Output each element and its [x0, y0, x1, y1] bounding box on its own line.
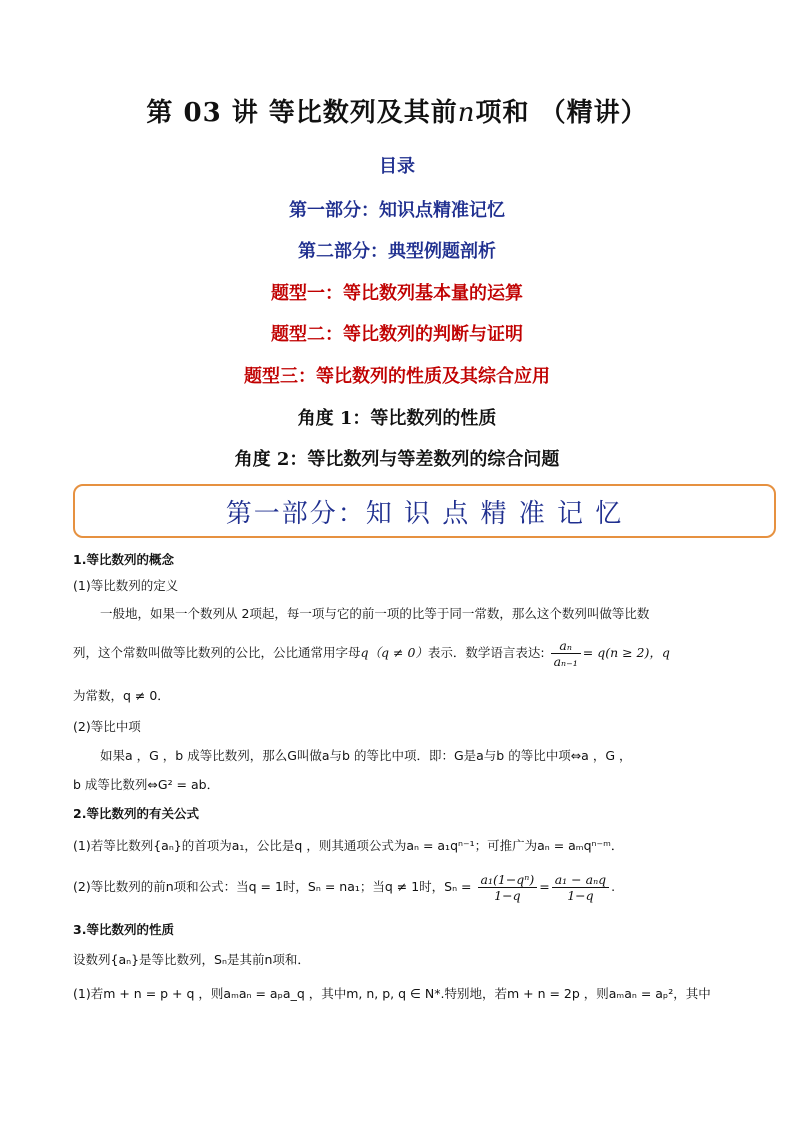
title-var: n: [457, 98, 476, 128]
sum-den-2: 1−q: [567, 888, 594, 903]
para-mean-1: 如果a ，G ，b 成等比数列，那么G叫做a与b 的等比中项．即：G是a与b 的等比中项⇔a ，G ，: [100, 748, 632, 763]
section-banner: [73, 484, 776, 538]
sub-geometric-mean: (2)等比中项: [73, 719, 141, 734]
sum-num-2: a₁ − aₙq: [552, 872, 609, 888]
para-definition-2: [73, 638, 753, 669]
toc-item-type3[interactable]: 题型三：等比数列的性质及其综合应用: [244, 366, 550, 387]
ratio-eq: = q(n ≥ 2)，q: [582, 645, 670, 660]
toc-item-part2[interactable]: 第二部分：典型例题剖析: [298, 241, 496, 262]
para-definition-1: 一般地，如果一个数列从 2项起，每一项与它的前一项的比等于同一常数，那么这个数列叫做等比数: [100, 606, 650, 621]
def-q: q（q ≠ 0）: [360, 645, 428, 660]
sum-fraction-2: [552, 872, 609, 903]
para-general-term: (1)若等比数列{aₙ}的首项为a₁，公比是q ，则其通项公式为aₙ = a₁qⁿ⁻¹；可推广为aₙ = aₘqⁿ⁻ᵐ．: [73, 838, 624, 853]
sum-den-1: 1−q: [494, 888, 521, 903]
sum-text: (2)等比数列的前n项和公式：当q = 1时，Sₙ = na₁；当q ≠ 1时，Sₙ =: [73, 879, 472, 894]
sub-definition: (1)等比数列的定义: [73, 578, 179, 593]
toc-item-angle2[interactable]: 角度 2：等比数列与等差数列的综合问题: [234, 449, 560, 470]
sum-num-1: a₁(1−qⁿ): [478, 872, 538, 888]
ratio-num: aₙ: [551, 638, 581, 654]
para-property-1: (1)若m + n = p + q ，则aₘaₙ = aₚa_q ，其中m, n, p, q ∈ N*.特别地，若m + n = 2p ，则aₘaₙ = aₚ²，其中: [73, 986, 711, 1001]
toc-item-type1[interactable]: 题型一：等比数列基本量的运算: [271, 283, 523, 304]
toc-item-angle1[interactable]: 角度 1：等比数列的性质: [297, 408, 497, 429]
heading-concept: 1.等比数列的概念: [73, 552, 174, 567]
heading-properties: 3.等比数列的性质: [73, 922, 174, 937]
def-text: 列，这个常数叫做等比数列的公比，公比通常用字母: [73, 645, 361, 660]
page-title: [0, 92, 794, 129]
toc-heading: 目录: [379, 156, 415, 177]
section-title: 第一部分：知 识 点 精 准 记 忆: [225, 498, 624, 529]
def-mid: 表示．数学语言表达:: [427, 645, 545, 660]
para-definition-3: 为常数，q ≠ 0．: [73, 688, 170, 703]
toc-item-type2[interactable]: 题型二：等比数列的判断与证明: [271, 324, 523, 345]
heading-formulas: 2.等比数列的有关公式: [73, 806, 199, 821]
title-prefix: 第 03 讲 等比数列及其前: [146, 98, 458, 128]
para-mean-2: b 成等比数列⇔G² = ab．: [73, 777, 220, 792]
para-sum-formula: (2)等比数列的前n项和公式：当q = 1时，Sₙ = na₁；当q ≠ 1时，Sₙ = $\frac{\text{a₁(1−qⁿ)}}{1-q}$ = $\frac{\text{a₁ − aₙq}}{1-q}$ .: [73, 872, 616, 903]
ratio-den: aₙ₋₁: [553, 654, 578, 669]
title-suffix: 项和 （精讲）: [475, 98, 648, 128]
toc-item-part1[interactable]: 第一部分：知识点精准记忆: [289, 200, 505, 221]
para-properties-intro: 设数列{aₙ}是等比数列，Sₙ是其前n项和．: [73, 952, 310, 967]
sum-fraction-1: [478, 872, 538, 903]
ratio-fraction: [551, 638, 581, 669]
